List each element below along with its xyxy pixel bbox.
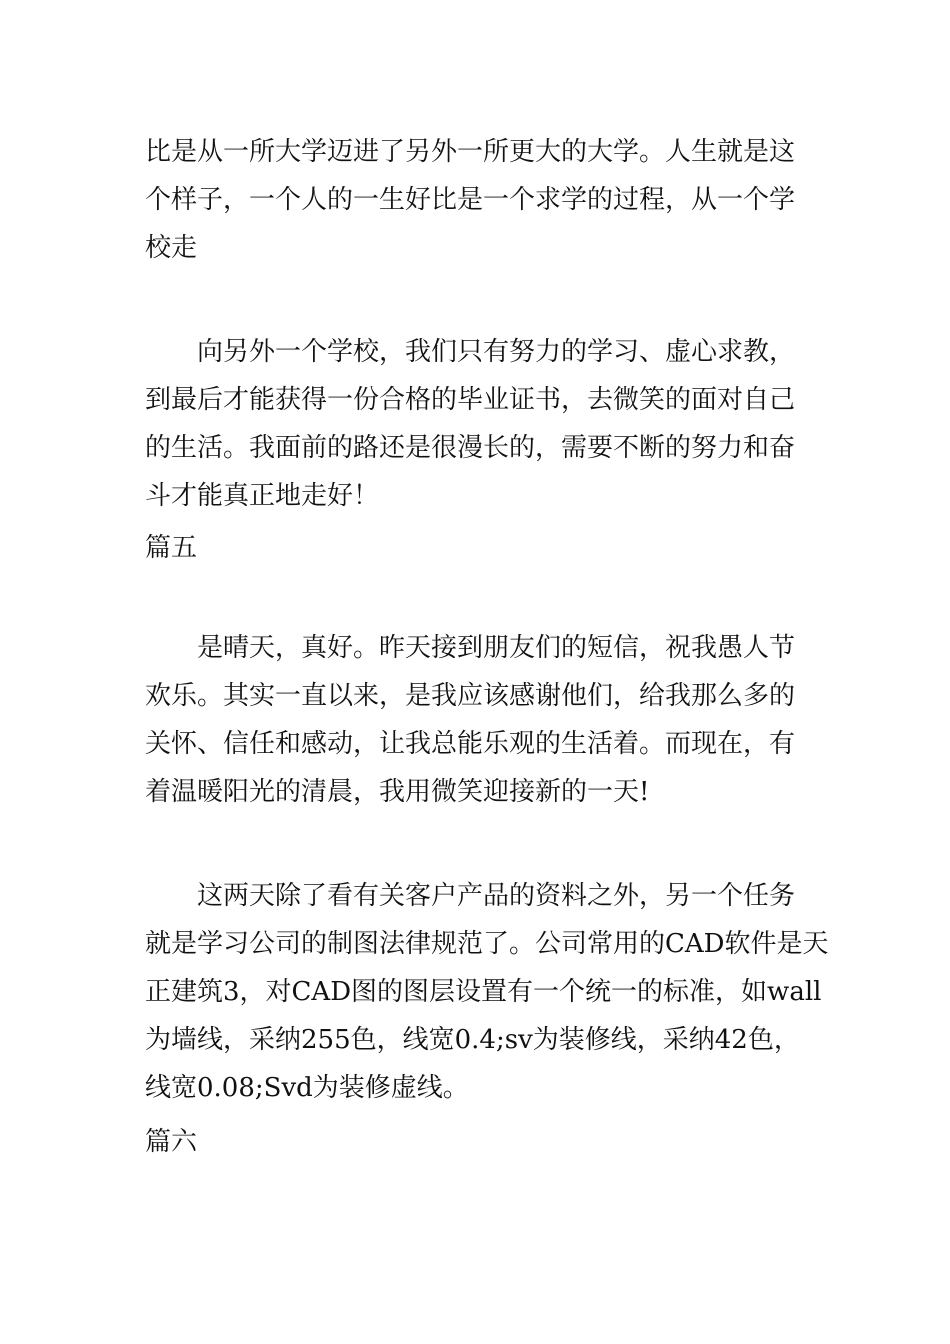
text-line: 就是学习公司的制图法律规范了。公司常用的CAD软件是天 (145, 929, 829, 959)
text-line: 这两天除了看有关客户产品的资料之外，另一个任务 (197, 881, 796, 911)
text-line: 校走 (145, 233, 198, 263)
text-line: 欢乐。其实一直以来，是我应该感谢他们，给我那么多的 (145, 681, 796, 711)
text-line: 是晴天，真好。昨天接到朋友们的短信，祝我愚人节 (197, 633, 796, 663)
text-line: 正建筑3，对CAD图的图层设置有一个统一的标准，如wall (145, 977, 822, 1007)
section-heading: 篇六 (145, 1127, 198, 1157)
text-line: 的生活。我面前的路还是很漫长的，需要不断的努力和奋 (145, 433, 796, 463)
text-line: 斗才能真正地走好！ (145, 481, 380, 511)
text-line: 个样子，一个人的一生好比是一个求学的过程，从一个学 (145, 185, 796, 215)
text-line: 线宽0.08;Svd为装修虚线。 (145, 1073, 469, 1103)
section-heading: 篇五 (145, 533, 198, 563)
text-line: 到最后才能获得一份合格的毕业证书，去微笑的面对自己 (145, 385, 796, 415)
text-line: 向另外一个学校，我们只有努力的学习、虚心求教， (197, 337, 796, 367)
text-line: 关怀、信任和感动，让我总能乐观的生活着。而现在，有 (145, 729, 796, 759)
text-line: 比是从一所大学迈进了另外一所更大的大学。人生就是这 (145, 137, 796, 167)
text-line: 为墙线，采纳255色，线宽0.4;sv为装修线，采纳42色， (145, 1025, 800, 1055)
text-line: 着温暖阳光的清晨，我用微笑迎接新的一天! (145, 777, 650, 807)
